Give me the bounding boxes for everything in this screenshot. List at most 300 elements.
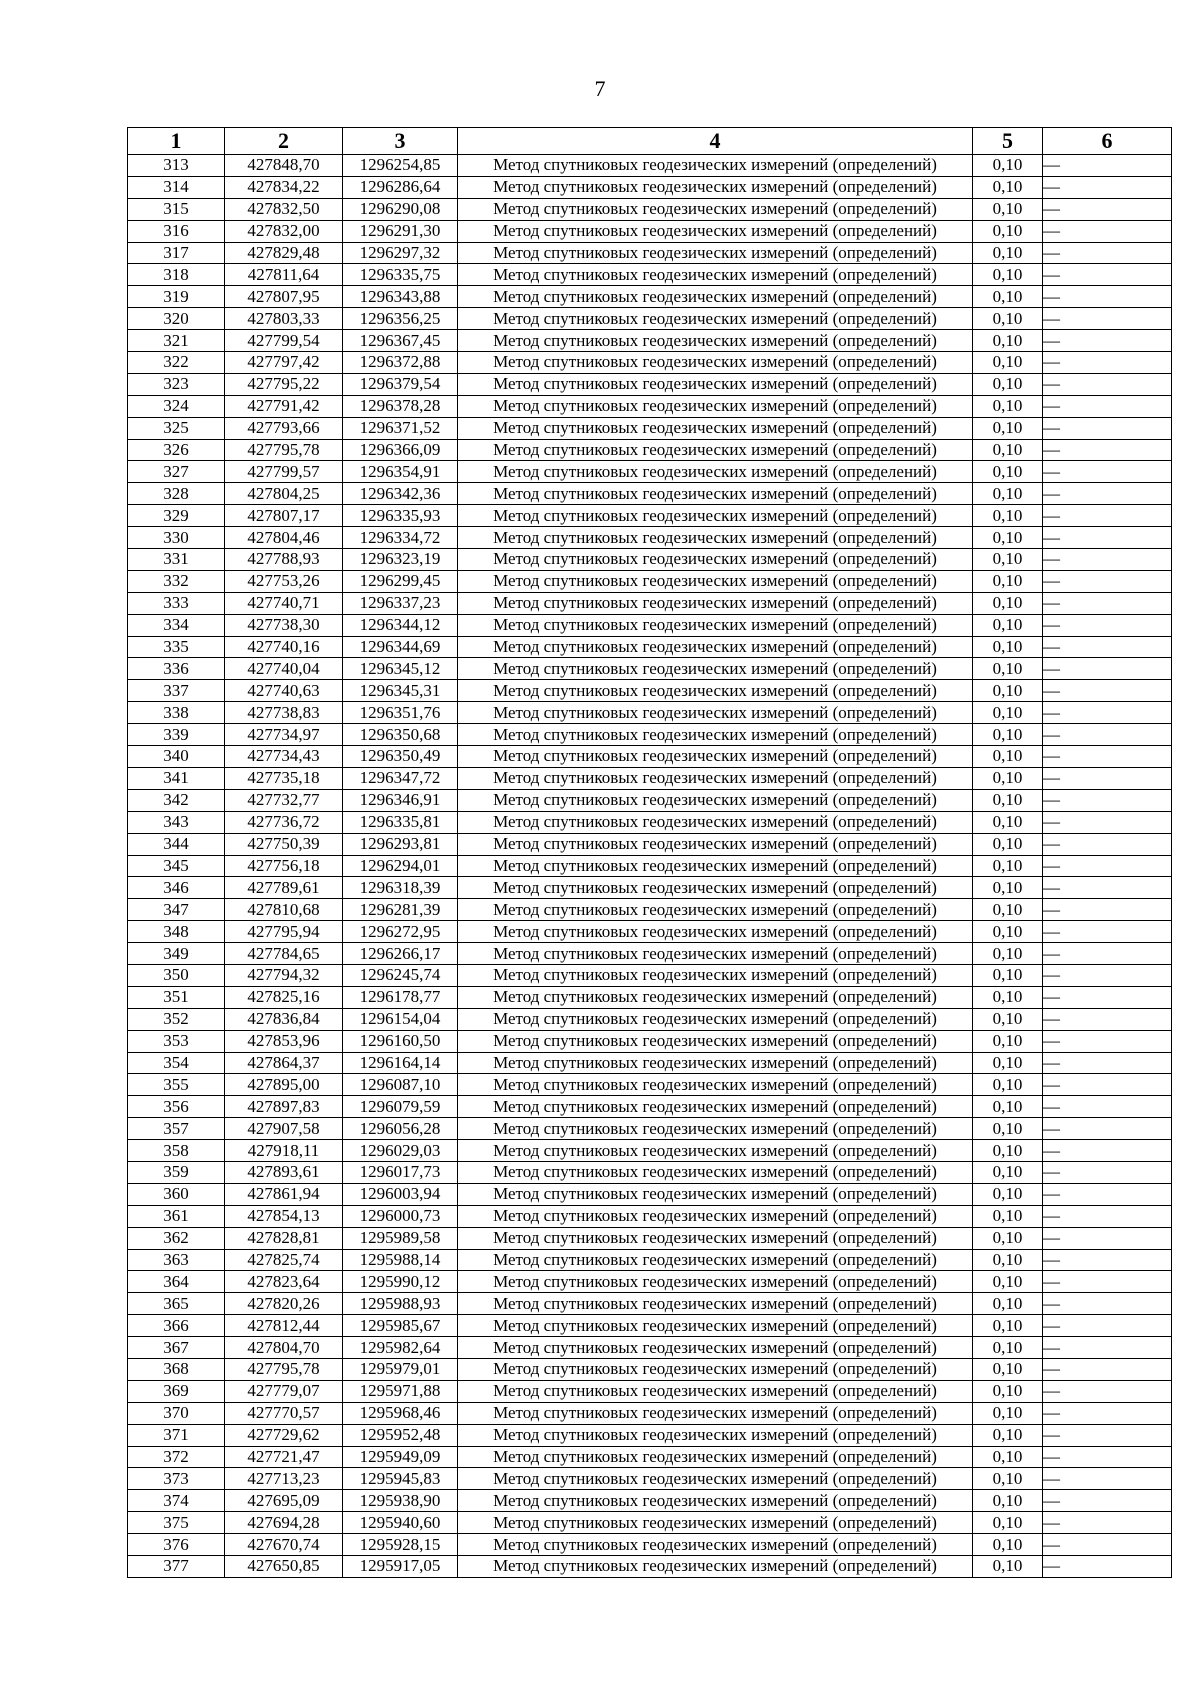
x-coordinate-cell: 427713,23	[225, 1468, 343, 1490]
accuracy-cell: 0,10	[973, 1118, 1043, 1140]
accuracy-cell: 0,10	[973, 461, 1043, 483]
coordinates-table	[127, 127, 1172, 1578]
note-cell	[1043, 505, 1172, 527]
x-coordinate-cell: 427695,09	[225, 1490, 343, 1512]
point-number-cell: 376	[128, 1534, 225, 1556]
accuracy-cell: 0,10	[973, 220, 1043, 242]
dash-mark: —	[1043, 155, 1060, 175]
dash-mark: —	[1043, 177, 1060, 197]
method-cell: Метод спутниковых геодезических измерений (определений)	[458, 1380, 973, 1402]
point-number-cell: 323	[128, 373, 225, 395]
table-row	[128, 1556, 1172, 1578]
note-cell	[1043, 877, 1172, 899]
dash-mark: —	[1043, 571, 1060, 591]
x-coordinate-cell: 427918,11	[225, 1140, 343, 1162]
point-number-cell: 333	[128, 592, 225, 614]
x-coordinate-cell: 427893,61	[225, 1161, 343, 1183]
accuracy-cell: 0,10	[973, 1402, 1043, 1424]
x-coordinate-cell: 427807,17	[225, 505, 343, 527]
point-number-cell: 314	[128, 176, 225, 198]
method-cell: Метод спутниковых геодезических измерений (определений)	[458, 570, 973, 592]
point-number-cell: 362	[128, 1227, 225, 1249]
accuracy-cell: 0,10	[973, 549, 1043, 571]
note-cell	[1043, 549, 1172, 571]
note-cell	[1043, 1380, 1172, 1402]
y-coordinate-cell: 1296079,59	[343, 1096, 458, 1118]
method-cell: Метод спутниковых геодезических измерений (определений)	[458, 176, 973, 198]
point-number-cell: 331	[128, 549, 225, 571]
point-number-cell: 320	[128, 308, 225, 330]
y-coordinate-cell: 1296337,23	[343, 592, 458, 614]
accuracy-cell: 0,10	[973, 811, 1043, 833]
y-coordinate-cell: 1295945,83	[343, 1468, 458, 1490]
table-row	[128, 1118, 1172, 1140]
point-number-cell: 316	[128, 220, 225, 242]
dash-mark: —	[1043, 1052, 1060, 1072]
method-cell: Метод спутниковых геодезических измерений (определений)	[458, 833, 973, 855]
y-coordinate-cell: 1295928,15	[343, 1534, 458, 1556]
note-cell	[1043, 461, 1172, 483]
note-cell	[1043, 1052, 1172, 1074]
accuracy-cell: 0,10	[973, 264, 1043, 286]
method-cell: Метод спутниковых геодезических измерений (определений)	[458, 724, 973, 746]
dash-mark: —	[1043, 1512, 1060, 1532]
point-number-cell: 372	[128, 1446, 225, 1468]
note-cell	[1043, 308, 1172, 330]
note-cell	[1043, 921, 1172, 943]
dash-mark: —	[1043, 899, 1060, 919]
table-row	[128, 1446, 1172, 1468]
x-coordinate-cell: 427740,04	[225, 658, 343, 680]
accuracy-cell: 0,10	[973, 1227, 1043, 1249]
note-cell	[1043, 1161, 1172, 1183]
table-row	[128, 702, 1172, 724]
table-row	[128, 286, 1172, 308]
point-number-cell: 370	[128, 1402, 225, 1424]
column-header-2: 2	[225, 128, 343, 155]
point-number-cell: 355	[128, 1074, 225, 1096]
x-coordinate-cell: 427650,85	[225, 1556, 343, 1578]
table-row	[128, 1534, 1172, 1556]
note-cell	[1043, 614, 1172, 636]
table-row	[128, 1008, 1172, 1030]
point-number-cell: 315	[128, 198, 225, 220]
dash-mark: —	[1043, 593, 1060, 613]
accuracy-cell: 0,10	[973, 1490, 1043, 1512]
accuracy-cell: 0,10	[973, 198, 1043, 220]
point-number-cell: 365	[128, 1293, 225, 1315]
accuracy-cell: 0,10	[973, 1271, 1043, 1293]
dash-mark: —	[1043, 965, 1060, 985]
dash-mark: —	[1043, 1206, 1060, 1226]
y-coordinate-cell: 1296345,12	[343, 658, 458, 680]
y-coordinate-cell: 1295938,90	[343, 1490, 458, 1512]
y-coordinate-cell: 1296378,28	[343, 395, 458, 417]
accuracy-cell: 0,10	[973, 899, 1043, 921]
accuracy-cell: 0,10	[973, 1534, 1043, 1556]
accuracy-cell: 0,10	[973, 614, 1043, 636]
table-row	[128, 1424, 1172, 1446]
method-cell: Метод спутниковых геодезических измерений (определений)	[458, 1446, 973, 1468]
point-number-cell: 313	[128, 155, 225, 177]
note-cell	[1043, 1424, 1172, 1446]
x-coordinate-cell: 427734,43	[225, 746, 343, 768]
note-cell	[1043, 1118, 1172, 1140]
table-row	[128, 155, 1172, 177]
y-coordinate-cell: 1296318,39	[343, 877, 458, 899]
method-cell: Метод спутниковых геодезических измерений (определений)	[458, 921, 973, 943]
y-coordinate-cell: 1295968,46	[343, 1402, 458, 1424]
dash-mark: —	[1043, 374, 1060, 394]
note-cell	[1043, 1315, 1172, 1337]
accuracy-cell: 0,10	[973, 636, 1043, 658]
table-row	[128, 1468, 1172, 1490]
x-coordinate-cell: 427829,48	[225, 242, 343, 264]
dash-mark: —	[1043, 1468, 1060, 1488]
accuracy-cell: 0,10	[973, 1183, 1043, 1205]
note-cell	[1043, 286, 1172, 308]
point-number-cell: 350	[128, 964, 225, 986]
x-coordinate-cell: 427812,44	[225, 1315, 343, 1337]
dash-mark: —	[1043, 746, 1060, 766]
note-cell	[1043, 1227, 1172, 1249]
accuracy-cell: 0,10	[973, 767, 1043, 789]
x-coordinate-cell: 427820,26	[225, 1293, 343, 1315]
y-coordinate-cell: 1295949,09	[343, 1446, 458, 1468]
y-coordinate-cell: 1296334,72	[343, 527, 458, 549]
column-header-3: 3	[343, 128, 458, 155]
accuracy-cell: 0,10	[973, 1380, 1043, 1402]
note-cell	[1043, 789, 1172, 811]
y-coordinate-cell: 1295989,58	[343, 1227, 458, 1249]
point-number-cell: 348	[128, 921, 225, 943]
table-row	[128, 811, 1172, 833]
dash-mark: —	[1043, 1425, 1060, 1445]
method-cell: Метод спутниковых геодезических измерений (определений)	[458, 1183, 973, 1205]
table-row	[128, 1249, 1172, 1271]
accuracy-cell: 0,10	[973, 833, 1043, 855]
x-coordinate-cell: 427836,84	[225, 1008, 343, 1030]
note-cell	[1043, 1534, 1172, 1556]
x-coordinate-cell: 427794,32	[225, 964, 343, 986]
table-row	[128, 1512, 1172, 1534]
y-coordinate-cell: 1296178,77	[343, 986, 458, 1008]
table-row	[128, 986, 1172, 1008]
accuracy-cell: 0,10	[973, 1205, 1043, 1227]
y-coordinate-cell: 1295988,93	[343, 1293, 458, 1315]
method-cell: Метод спутниковых геодезических измерений (определений)	[458, 1490, 973, 1512]
method-cell: Метод спутниковых геодезических измерений (определений)	[458, 1534, 973, 1556]
note-cell	[1043, 352, 1172, 374]
y-coordinate-cell: 1296350,68	[343, 724, 458, 746]
y-coordinate-cell: 1296351,76	[343, 702, 458, 724]
method-cell: Метод спутниковых геодезических измерений (определений)	[458, 1140, 973, 1162]
point-number-cell: 345	[128, 855, 225, 877]
y-coordinate-cell: 1296347,72	[343, 767, 458, 789]
method-cell: Метод спутниковых геодезических измерений (определений)	[458, 767, 973, 789]
method-cell: Метод спутниковых геодезических измерений (определений)	[458, 789, 973, 811]
method-cell: Метод спутниковых геодезических измерений (определений)	[458, 330, 973, 352]
accuracy-cell: 0,10	[973, 439, 1043, 461]
method-cell: Метод спутниковых геодезических измерений (определений)	[458, 702, 973, 724]
y-coordinate-cell: 1296286,64	[343, 176, 458, 198]
y-coordinate-cell: 1295971,88	[343, 1380, 458, 1402]
accuracy-cell: 0,10	[973, 242, 1043, 264]
y-coordinate-cell: 1295985,67	[343, 1315, 458, 1337]
note-cell	[1043, 1030, 1172, 1052]
note-cell	[1043, 527, 1172, 549]
dash-mark: —	[1043, 768, 1060, 788]
method-cell: Метод спутниковых геодезических измерений (определений)	[458, 899, 973, 921]
dash-mark: —	[1043, 1271, 1060, 1291]
x-coordinate-cell: 427854,13	[225, 1205, 343, 1227]
point-number-cell: 329	[128, 505, 225, 527]
table-row	[128, 943, 1172, 965]
point-number-cell: 357	[128, 1118, 225, 1140]
table-row	[128, 1315, 1172, 1337]
y-coordinate-cell: 1296350,49	[343, 746, 458, 768]
x-coordinate-cell: 427797,42	[225, 352, 343, 374]
table-row	[128, 417, 1172, 439]
note-cell	[1043, 855, 1172, 877]
table-row	[128, 570, 1172, 592]
note-cell	[1043, 1446, 1172, 1468]
x-coordinate-cell: 427795,78	[225, 439, 343, 461]
note-cell	[1043, 264, 1172, 286]
y-coordinate-cell: 1296323,19	[343, 549, 458, 571]
dash-mark: —	[1043, 1359, 1060, 1379]
y-coordinate-cell: 1296356,25	[343, 308, 458, 330]
point-number-cell: 354	[128, 1052, 225, 1074]
point-number-cell: 369	[128, 1380, 225, 1402]
accuracy-cell: 0,10	[973, 1008, 1043, 1030]
x-coordinate-cell: 427694,28	[225, 1512, 343, 1534]
note-cell	[1043, 899, 1172, 921]
note-cell	[1043, 1468, 1172, 1490]
note-cell	[1043, 395, 1172, 417]
point-number-cell: 361	[128, 1205, 225, 1227]
point-number-cell: 337	[128, 680, 225, 702]
table-row	[128, 352, 1172, 374]
point-number-cell: 371	[128, 1424, 225, 1446]
y-coordinate-cell: 1295952,48	[343, 1424, 458, 1446]
y-coordinate-cell: 1296154,04	[343, 1008, 458, 1030]
table-row	[128, 1183, 1172, 1205]
point-number-cell: 363	[128, 1249, 225, 1271]
table-row	[128, 680, 1172, 702]
y-coordinate-cell: 1295982,64	[343, 1337, 458, 1359]
dash-mark: —	[1043, 1096, 1060, 1116]
accuracy-cell: 0,10	[973, 330, 1043, 352]
accuracy-cell: 0,10	[973, 943, 1043, 965]
dash-mark: —	[1043, 1184, 1060, 1204]
table-row	[128, 658, 1172, 680]
x-coordinate-cell: 427795,78	[225, 1358, 343, 1380]
x-coordinate-cell: 427807,95	[225, 286, 343, 308]
method-cell: Метод спутниковых геодезических измерений (определений)	[458, 264, 973, 286]
x-coordinate-cell: 427803,33	[225, 308, 343, 330]
note-cell	[1043, 1293, 1172, 1315]
note-cell	[1043, 1271, 1172, 1293]
accuracy-cell: 0,10	[973, 1030, 1043, 1052]
y-coordinate-cell: 1296281,39	[343, 899, 458, 921]
dash-mark: —	[1043, 834, 1060, 854]
accuracy-cell: 0,10	[973, 1096, 1043, 1118]
column-header-5: 5	[973, 128, 1043, 155]
x-coordinate-cell: 427753,26	[225, 570, 343, 592]
y-coordinate-cell: 1296371,52	[343, 417, 458, 439]
dash-mark: —	[1043, 483, 1060, 503]
y-coordinate-cell: 1296254,85	[343, 155, 458, 177]
note-cell	[1043, 483, 1172, 505]
table-row	[128, 1227, 1172, 1249]
y-coordinate-cell: 1296293,81	[343, 833, 458, 855]
x-coordinate-cell: 427740,71	[225, 592, 343, 614]
note-cell	[1043, 570, 1172, 592]
accuracy-cell: 0,10	[973, 1249, 1043, 1271]
table-row	[128, 964, 1172, 986]
x-coordinate-cell: 427895,00	[225, 1074, 343, 1096]
method-cell: Метод спутниковых геодезических измерений (определений)	[458, 1052, 973, 1074]
note-cell	[1043, 1183, 1172, 1205]
point-number-cell: 374	[128, 1490, 225, 1512]
table-row	[128, 242, 1172, 264]
accuracy-cell: 0,10	[973, 1074, 1043, 1096]
table-row	[128, 330, 1172, 352]
x-coordinate-cell: 427834,22	[225, 176, 343, 198]
point-number-cell: 342	[128, 789, 225, 811]
table-row	[128, 1490, 1172, 1512]
accuracy-cell: 0,10	[973, 1358, 1043, 1380]
x-coordinate-cell: 427750,39	[225, 833, 343, 855]
y-coordinate-cell: 1296379,54	[343, 373, 458, 395]
note-cell	[1043, 986, 1172, 1008]
dash-mark: —	[1043, 505, 1060, 525]
method-cell: Метод спутниковых геодезических измерений (определений)	[458, 964, 973, 986]
table-row	[128, 176, 1172, 198]
header-row	[128, 128, 1172, 155]
y-coordinate-cell: 1296372,88	[343, 352, 458, 374]
accuracy-cell: 0,10	[973, 1446, 1043, 1468]
dash-mark: —	[1043, 637, 1060, 657]
dash-mark: —	[1043, 199, 1060, 219]
x-coordinate-cell: 427907,58	[225, 1118, 343, 1140]
accuracy-cell: 0,10	[973, 964, 1043, 986]
method-cell: Метод спутниковых геодезических измерений (определений)	[458, 1512, 973, 1534]
accuracy-cell: 0,10	[973, 680, 1043, 702]
method-cell: Метод спутниковых геодезических измерений (определений)	[458, 483, 973, 505]
point-number-cell: 343	[128, 811, 225, 833]
table-row	[128, 373, 1172, 395]
note-cell	[1043, 1490, 1172, 1512]
x-coordinate-cell: 427799,57	[225, 461, 343, 483]
dash-mark: —	[1043, 1490, 1060, 1510]
point-number-cell: 347	[128, 899, 225, 921]
accuracy-cell: 0,10	[973, 986, 1043, 1008]
accuracy-cell: 0,10	[973, 658, 1043, 680]
dash-mark: —	[1043, 418, 1060, 438]
table-row	[128, 899, 1172, 921]
x-coordinate-cell: 427738,83	[225, 702, 343, 724]
dash-mark: —	[1043, 1381, 1060, 1401]
y-coordinate-cell: 1295940,60	[343, 1512, 458, 1534]
x-coordinate-cell: 427823,64	[225, 1271, 343, 1293]
point-number-cell: 349	[128, 943, 225, 965]
method-cell: Метод спутниковых геодезических измерений (определений)	[458, 746, 973, 768]
method-cell: Метод спутниковых геодезических измерений (определений)	[458, 461, 973, 483]
method-cell: Метод спутниковых геодезических измерений (определений)	[458, 1337, 973, 1359]
dash-mark: —	[1043, 1162, 1060, 1182]
y-coordinate-cell: 1296344,69	[343, 636, 458, 658]
note-cell	[1043, 1074, 1172, 1096]
method-cell: Метод спутниковых геодезических измерений (определений)	[458, 286, 973, 308]
x-coordinate-cell: 427734,97	[225, 724, 343, 746]
table-row	[128, 746, 1172, 768]
method-cell: Метод спутниковых геодезических измерений (определений)	[458, 549, 973, 571]
dash-mark: —	[1043, 855, 1060, 875]
accuracy-cell: 0,10	[973, 570, 1043, 592]
dash-mark: —	[1043, 658, 1060, 678]
note-cell	[1043, 242, 1172, 264]
table-row	[128, 921, 1172, 943]
y-coordinate-cell: 1296160,50	[343, 1030, 458, 1052]
table-row	[128, 1052, 1172, 1074]
point-number-cell: 377	[128, 1556, 225, 1578]
x-coordinate-cell: 427756,18	[225, 855, 343, 877]
x-coordinate-cell: 427853,96	[225, 1030, 343, 1052]
dash-mark: —	[1043, 330, 1060, 350]
accuracy-cell: 0,10	[973, 1293, 1043, 1315]
table-row	[128, 1293, 1172, 1315]
method-cell: Метод спутниковых геодезических измерений (определений)	[458, 1030, 973, 1052]
point-number-cell: 375	[128, 1512, 225, 1534]
dash-mark: —	[1043, 286, 1060, 306]
point-number-cell: 359	[128, 1161, 225, 1183]
dash-mark: —	[1043, 396, 1060, 416]
method-cell: Метод спутниковых геодезических измерений (определений)	[458, 1074, 973, 1096]
point-number-cell: 346	[128, 877, 225, 899]
accuracy-cell: 0,10	[973, 702, 1043, 724]
dash-mark: —	[1043, 987, 1060, 1007]
y-coordinate-cell: 1296297,32	[343, 242, 458, 264]
x-coordinate-cell: 427828,81	[225, 1227, 343, 1249]
method-cell: Метод спутниковых геодезических измерений (определений)	[458, 242, 973, 264]
accuracy-cell: 0,10	[973, 155, 1043, 177]
y-coordinate-cell: 1296367,45	[343, 330, 458, 352]
method-cell: Метод спутниковых геодезических измерений (определений)	[458, 943, 973, 965]
y-coordinate-cell: 1296087,10	[343, 1074, 458, 1096]
method-cell: Метод спутниковых геодезических измерений (определений)	[458, 1556, 973, 1578]
y-coordinate-cell: 1295990,12	[343, 1271, 458, 1293]
column-header-4: 4	[458, 128, 973, 155]
method-cell: Метод спутниковых геодезических измерений (определений)	[458, 811, 973, 833]
dash-mark: —	[1043, 243, 1060, 262]
point-number-cell: 368	[128, 1358, 225, 1380]
y-coordinate-cell: 1296299,45	[343, 570, 458, 592]
note-cell	[1043, 811, 1172, 833]
note-cell	[1043, 1096, 1172, 1118]
note-cell	[1043, 746, 1172, 768]
table-row	[128, 264, 1172, 286]
point-number-cell: 328	[128, 483, 225, 505]
method-cell: Метод спутниковых геодезических измерений (определений)	[458, 373, 973, 395]
point-number-cell: 352	[128, 1008, 225, 1030]
column-header-1: 1	[128, 128, 225, 155]
y-coordinate-cell: 1296345,31	[343, 680, 458, 702]
method-cell: Метод спутниковых геодезических измерений (определений)	[458, 592, 973, 614]
note-cell	[1043, 1140, 1172, 1162]
dash-mark: —	[1043, 1249, 1060, 1269]
